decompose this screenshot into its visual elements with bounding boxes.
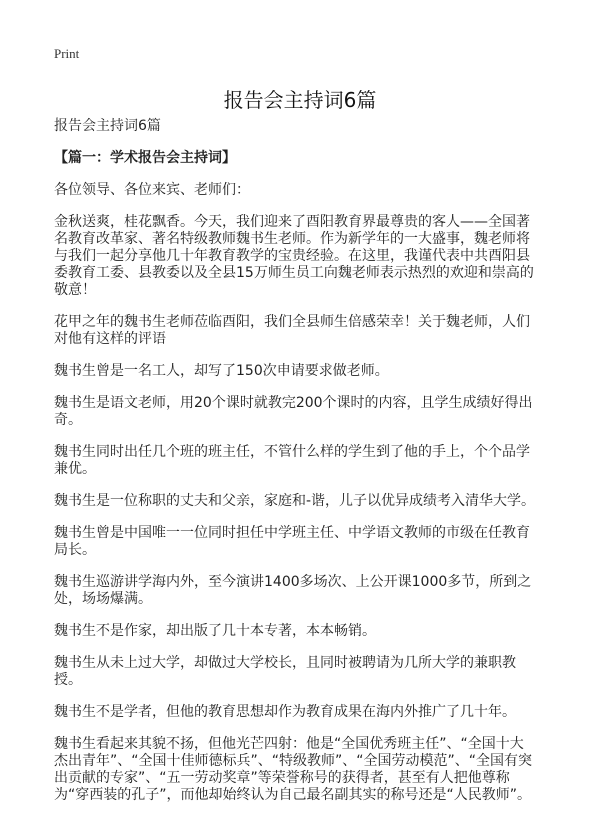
paragraph: 金秋送爽，桂花飘香。今天，我们迎来了酉阳教育界最尊贵的客人——全国著名教育改革家、著名特级教师魏书生老师。作为新学年的一大盛事，魏老师将与我们一起分享他几十年教育教学的宝贵经验。在这里，我谨代表中共酉阳县委教育工委、县教委以及全县15万师生员工向魏老师表示热烈的欢迎和崇高的敬意！ — [54, 214, 534, 298]
section-heading: 【篇一：学术报告会主持词】 — [54, 150, 236, 166]
document-title: 报告会主持词6篇 — [223, 88, 377, 112]
paragraph: 魏书生从未上过大学，却做过大学校长，且同时被聘请为几所大学的兼职教授。 — [54, 655, 516, 688]
paragraph: 花甲之年的魏书生老师莅临酉阳，我们全县师生倍感荣幸！关于魏老师，人们对他有这样的评语 — [54, 314, 530, 347]
paragraph: 魏书生曾是中国唯一一位同时担任中学班主任、中学语文教师的市级在任教育局长。 — [54, 525, 530, 558]
paragraph: 各位领导、各位来宾、老师们： — [54, 182, 250, 198]
paragraph: 魏书生同时出任几个班的班主任，不管什么样的学生到了他的手上，个个品学兼优。 — [54, 444, 530, 477]
paragraph: 魏书生巡游讲学海内外，至今演讲1400多场次、上公开课1000多节，所到之处，场场爆满。 — [54, 574, 532, 607]
print-link[interactable]: Print — [54, 46, 80, 61]
document-body — [54, 118, 536, 819]
paragraph: 魏书生是语文老师，用20个课时就教完200个课时的内容，且学生成绩好得出奇。 — [54, 395, 533, 428]
paragraph: 魏书生不是学者，但他的教育思想却作为教育成果在海内外推广了几十年。 — [54, 704, 516, 720]
paragraph: 魏书生曾是一名工人，却写了150次申请要求做老师。 — [54, 363, 389, 379]
paragraph: 魏书生是一位称职的丈夫和父亲，家庭和-谐，儿子以优异成绩考入清华大学。 — [54, 493, 536, 509]
paragraph: 魏书生看起来其貌不扬，但他光芒四射：他是“全国优秀班主任”、“全国十大杰出青年”、“全国十佳师德标兵”、“特级教师”、“全国劳动模范”、“全国有突出贡献的专家”、“五一劳动奖章”等荣誉称号的获得者，甚至有人把他尊称为“穿西装的孔子”，而他却始终认为自己最名副其实的称号还是“人民教师”。 — [54, 736, 533, 803]
paragraph: 魏书生不是作家，却出版了几十本专著，本本畅销。 — [54, 623, 376, 639]
document-subtitle: 报告会主持词6篇 — [54, 118, 161, 134]
